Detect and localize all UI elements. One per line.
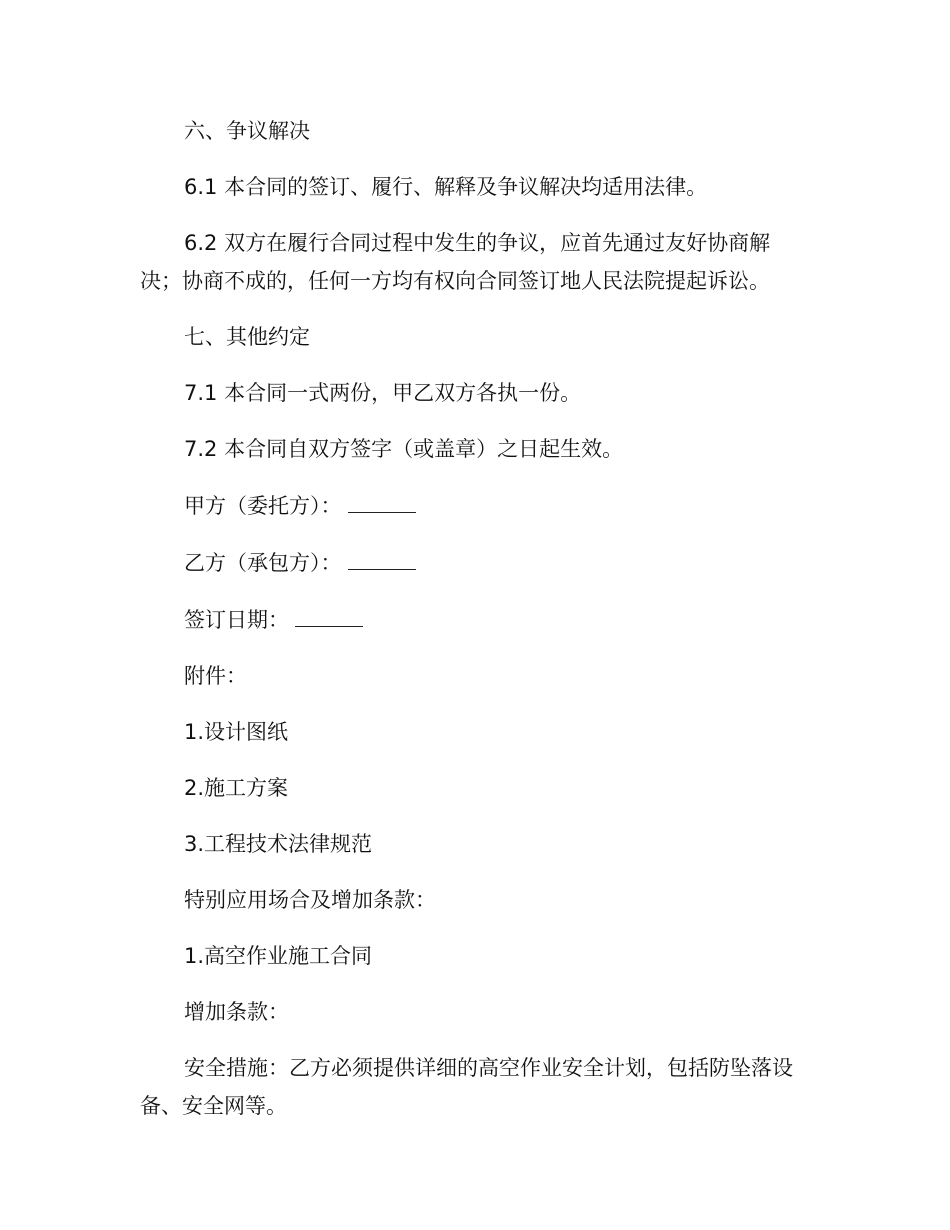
additional-clauses-heading: 增加条款： (184, 1000, 289, 1024)
clause-6-2: 6.2 双方在履行合同过程中发生的争议，应首先通过友好协商解决；协商不成的，任何一方均有权向合同签订地人民法院提起诉讼。 (140, 231, 771, 293)
party-a-signature-line: 甲方（委托方）： (140, 486, 800, 525)
attachments-heading: 附件： (184, 664, 247, 688)
party-a-blank[interactable] (348, 486, 416, 513)
sign-date-blank[interactable] (295, 600, 363, 627)
section-heading-dispute: 六、争议解决 (184, 119, 310, 143)
safety-measures-clause: 安全措施：乙方必须提供详细的高空作业安全计划，包括防坠落设备、安全网等。 (140, 1056, 793, 1118)
document-body (140, 112, 800, 1143)
clause-6-1: 6.1 本合同的签订、履行、解释及争议解决均适用法律。 (184, 175, 708, 199)
section-heading-other: 七、其他约定 (184, 325, 310, 349)
attachment-item: 2.施工方案 (184, 776, 289, 800)
sign-date-line: 签订日期： (140, 600, 800, 639)
special-case-item: 1.高空作业施工合同 (184, 944, 373, 968)
clause-7-2: 7.2 本合同自双方签字（或盖章）之日起生效。 (184, 437, 624, 461)
special-cases-heading: 特别应用场合及增加条款： (184, 888, 436, 912)
party-b-blank[interactable] (348, 543, 416, 570)
attachment-item: 3.工程技术法律规范 (184, 832, 373, 856)
party-b-signature-line: 乙方（承包方）： (140, 543, 800, 582)
attachment-item: 1.设计图纸 (184, 720, 289, 744)
clause-7-1: 7.1 本合同一式两份，甲乙双方各执一份。 (184, 381, 582, 405)
